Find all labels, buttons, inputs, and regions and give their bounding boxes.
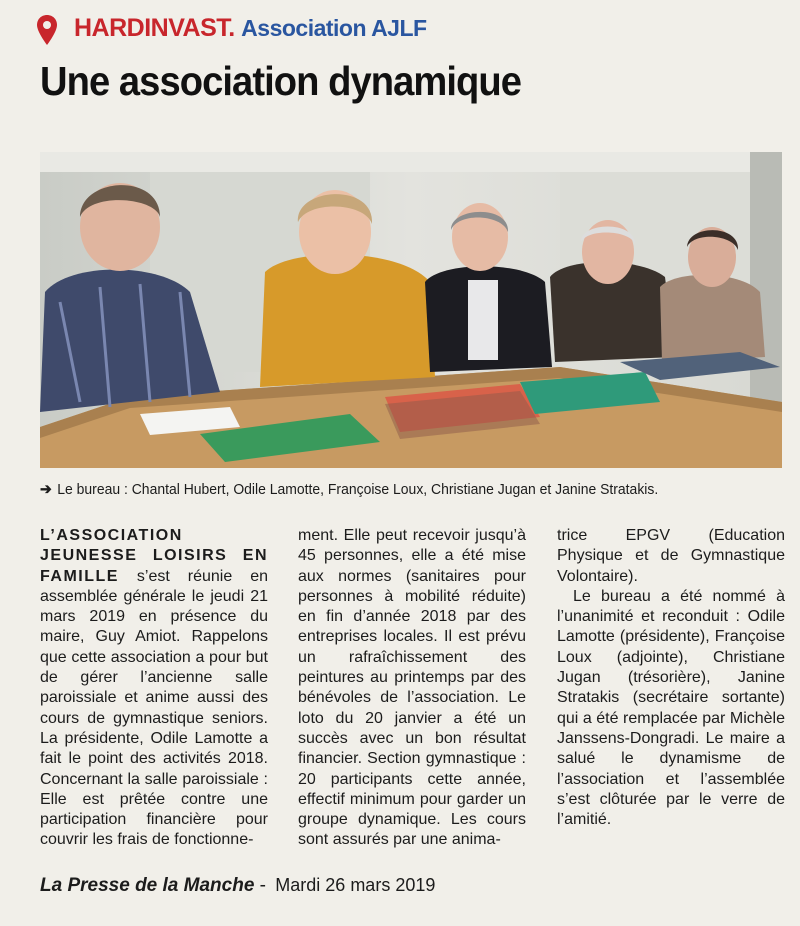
caption-text: Le bureau : Chantal Hubert, Odile Lamotte, Françoise Loux, Christiane Jugan et Janine Stratakis.: [57, 481, 659, 498]
article-column-1: [40, 526, 268, 851]
column-3-paragraph-2: Le bureau a été nommé à l’unanimité et reconduit : Odile Lamotte (présidente), Françoise Loux (adjointe), Christiane Jugan (trésorière), Janine Stratakis (secrétaire sortante) qui a été remplacée par Michèle Janssens-Dongradi. Le maire a salué le dynamisme de l’association et l’assemblée s’est clôturée par le verre de l’amitié.: [557, 587, 785, 829]
group-photo: [40, 152, 782, 468]
kicker-place: HARDINVAST.: [74, 14, 235, 42]
article-column-3: [557, 526, 785, 830]
publication-date: Mardi 26 mars 2019: [275, 875, 436, 895]
footer-separator: -: [254, 875, 272, 896]
article-lead: L’ASSOCIATION JEUNESSE LOISIRS EN FAMILLE: [40, 527, 268, 585]
article-kicker: [74, 14, 427, 43]
article-column-2: [298, 526, 526, 851]
article-headline: Une association dynamique: [40, 58, 522, 104]
newspaper-footer: [40, 875, 435, 897]
kicker-association: Association AJLF: [241, 15, 427, 41]
caption-arrow-icon: ➔: [40, 481, 52, 498]
column-3-paragraph-1: trice EPGV (Education Physique et de Gymnastique Volontaire).: [557, 527, 785, 585]
location-pin-icon: [36, 14, 58, 46]
newspaper-name: La Presse de la Manche: [40, 875, 255, 896]
column-1-text: s’est réunie en assemblée générale le jeudi 21 mars 2019 en présence du maire, Guy Amiot. Rappelons que cette association a pour but de gérer l’ancienne salle paroissiale et anime aussi des cours de gymnastique seniors. La présidente, Odile Lamotte a fait le point des activités 2018. Concernant la salle paroissiale : Elle est prêtée contre une participation financière pour couvrir les frais de fonctionne-: [40, 567, 268, 849]
column-2-text: ment. Elle peut recevoir jusqu’à 45 personnes, elle a été mise aux normes (sanitaires pour personnes à mobilité réduite) en fin d’année 2018 par des entreprises locales. Il est prévu un rafraîchissement des peintures au printemps par des bénévoles de l’association. Le loto du 20 janvier a été un succès avec un bon résultat financier. Section gymnastique : 20 participants cette année, effectif minimum pour garder un groupe dynamique. Les cours sont assurés par une anima-: [298, 527, 526, 849]
photo-caption: [40, 480, 733, 498]
